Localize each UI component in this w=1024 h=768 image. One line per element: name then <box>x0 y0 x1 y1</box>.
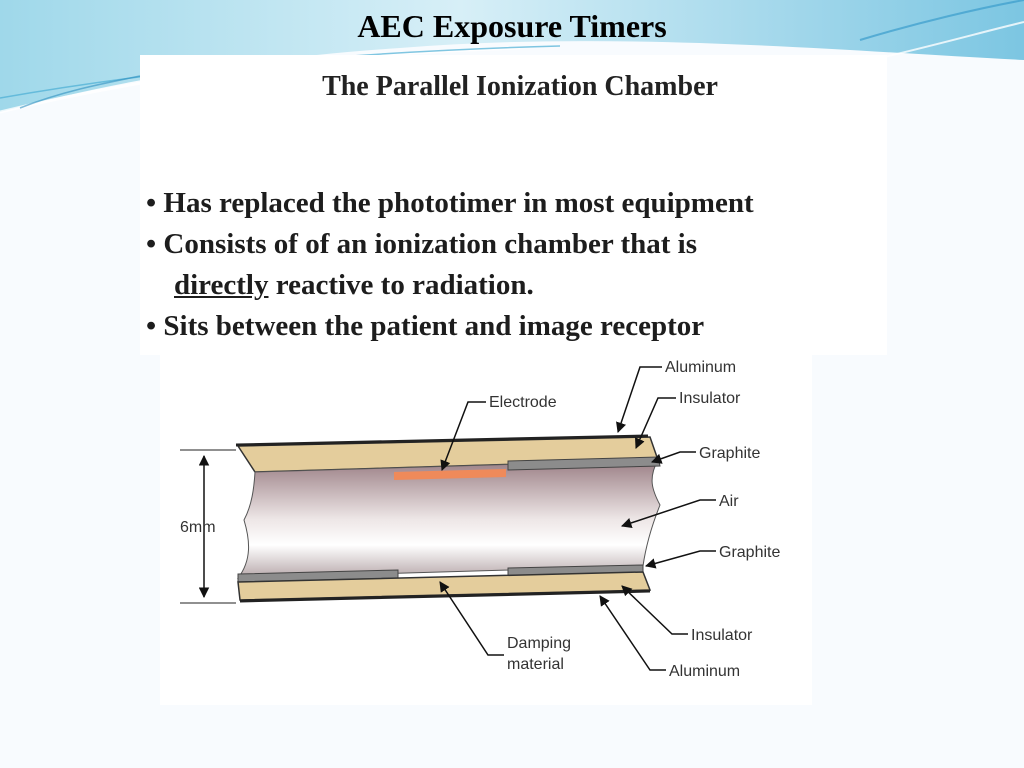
thickness-label: 6mm <box>180 519 216 536</box>
label-insulator-bottom: Insulator <box>691 627 753 644</box>
bullet-mark: • <box>146 228 157 260</box>
label-insulator-top: Insulator <box>679 390 741 407</box>
label-aluminum-top: Aluminum <box>665 359 737 376</box>
slide-title: AEC Exposure Timers <box>357 8 667 44</box>
label-aluminum-bottom: Aluminum <box>669 663 741 680</box>
bullet-mark: • <box>146 310 157 342</box>
bullet-mark: • <box>146 187 157 219</box>
label-air: Air <box>719 493 739 510</box>
slide-subtitle: The Parallel Ionization Chamber <box>322 71 718 102</box>
label-damping-line2: material <box>507 656 564 673</box>
underlined-word: directly <box>174 269 269 301</box>
bullet-text: reactive to radiation. <box>268 269 534 301</box>
leader-graphite-bottom <box>646 551 716 566</box>
bullet-text: Consists of of an ionization chamber that is <box>163 228 697 260</box>
label-graphite-top: Graphite <box>699 445 761 462</box>
bullet-text: Sits between the patient and image receptor <box>163 310 705 342</box>
leader-insulator-bottom <box>622 586 688 634</box>
label-damping-line1: Damping <box>507 635 572 652</box>
leader-aluminum-top <box>618 367 662 432</box>
leader-aluminum-bottom <box>600 596 666 670</box>
label-electrode: Electrode <box>489 394 557 411</box>
label-graphite-bottom: Graphite <box>719 544 781 561</box>
bullet-text: Has replaced the phototimer in most equipment <box>163 187 754 219</box>
